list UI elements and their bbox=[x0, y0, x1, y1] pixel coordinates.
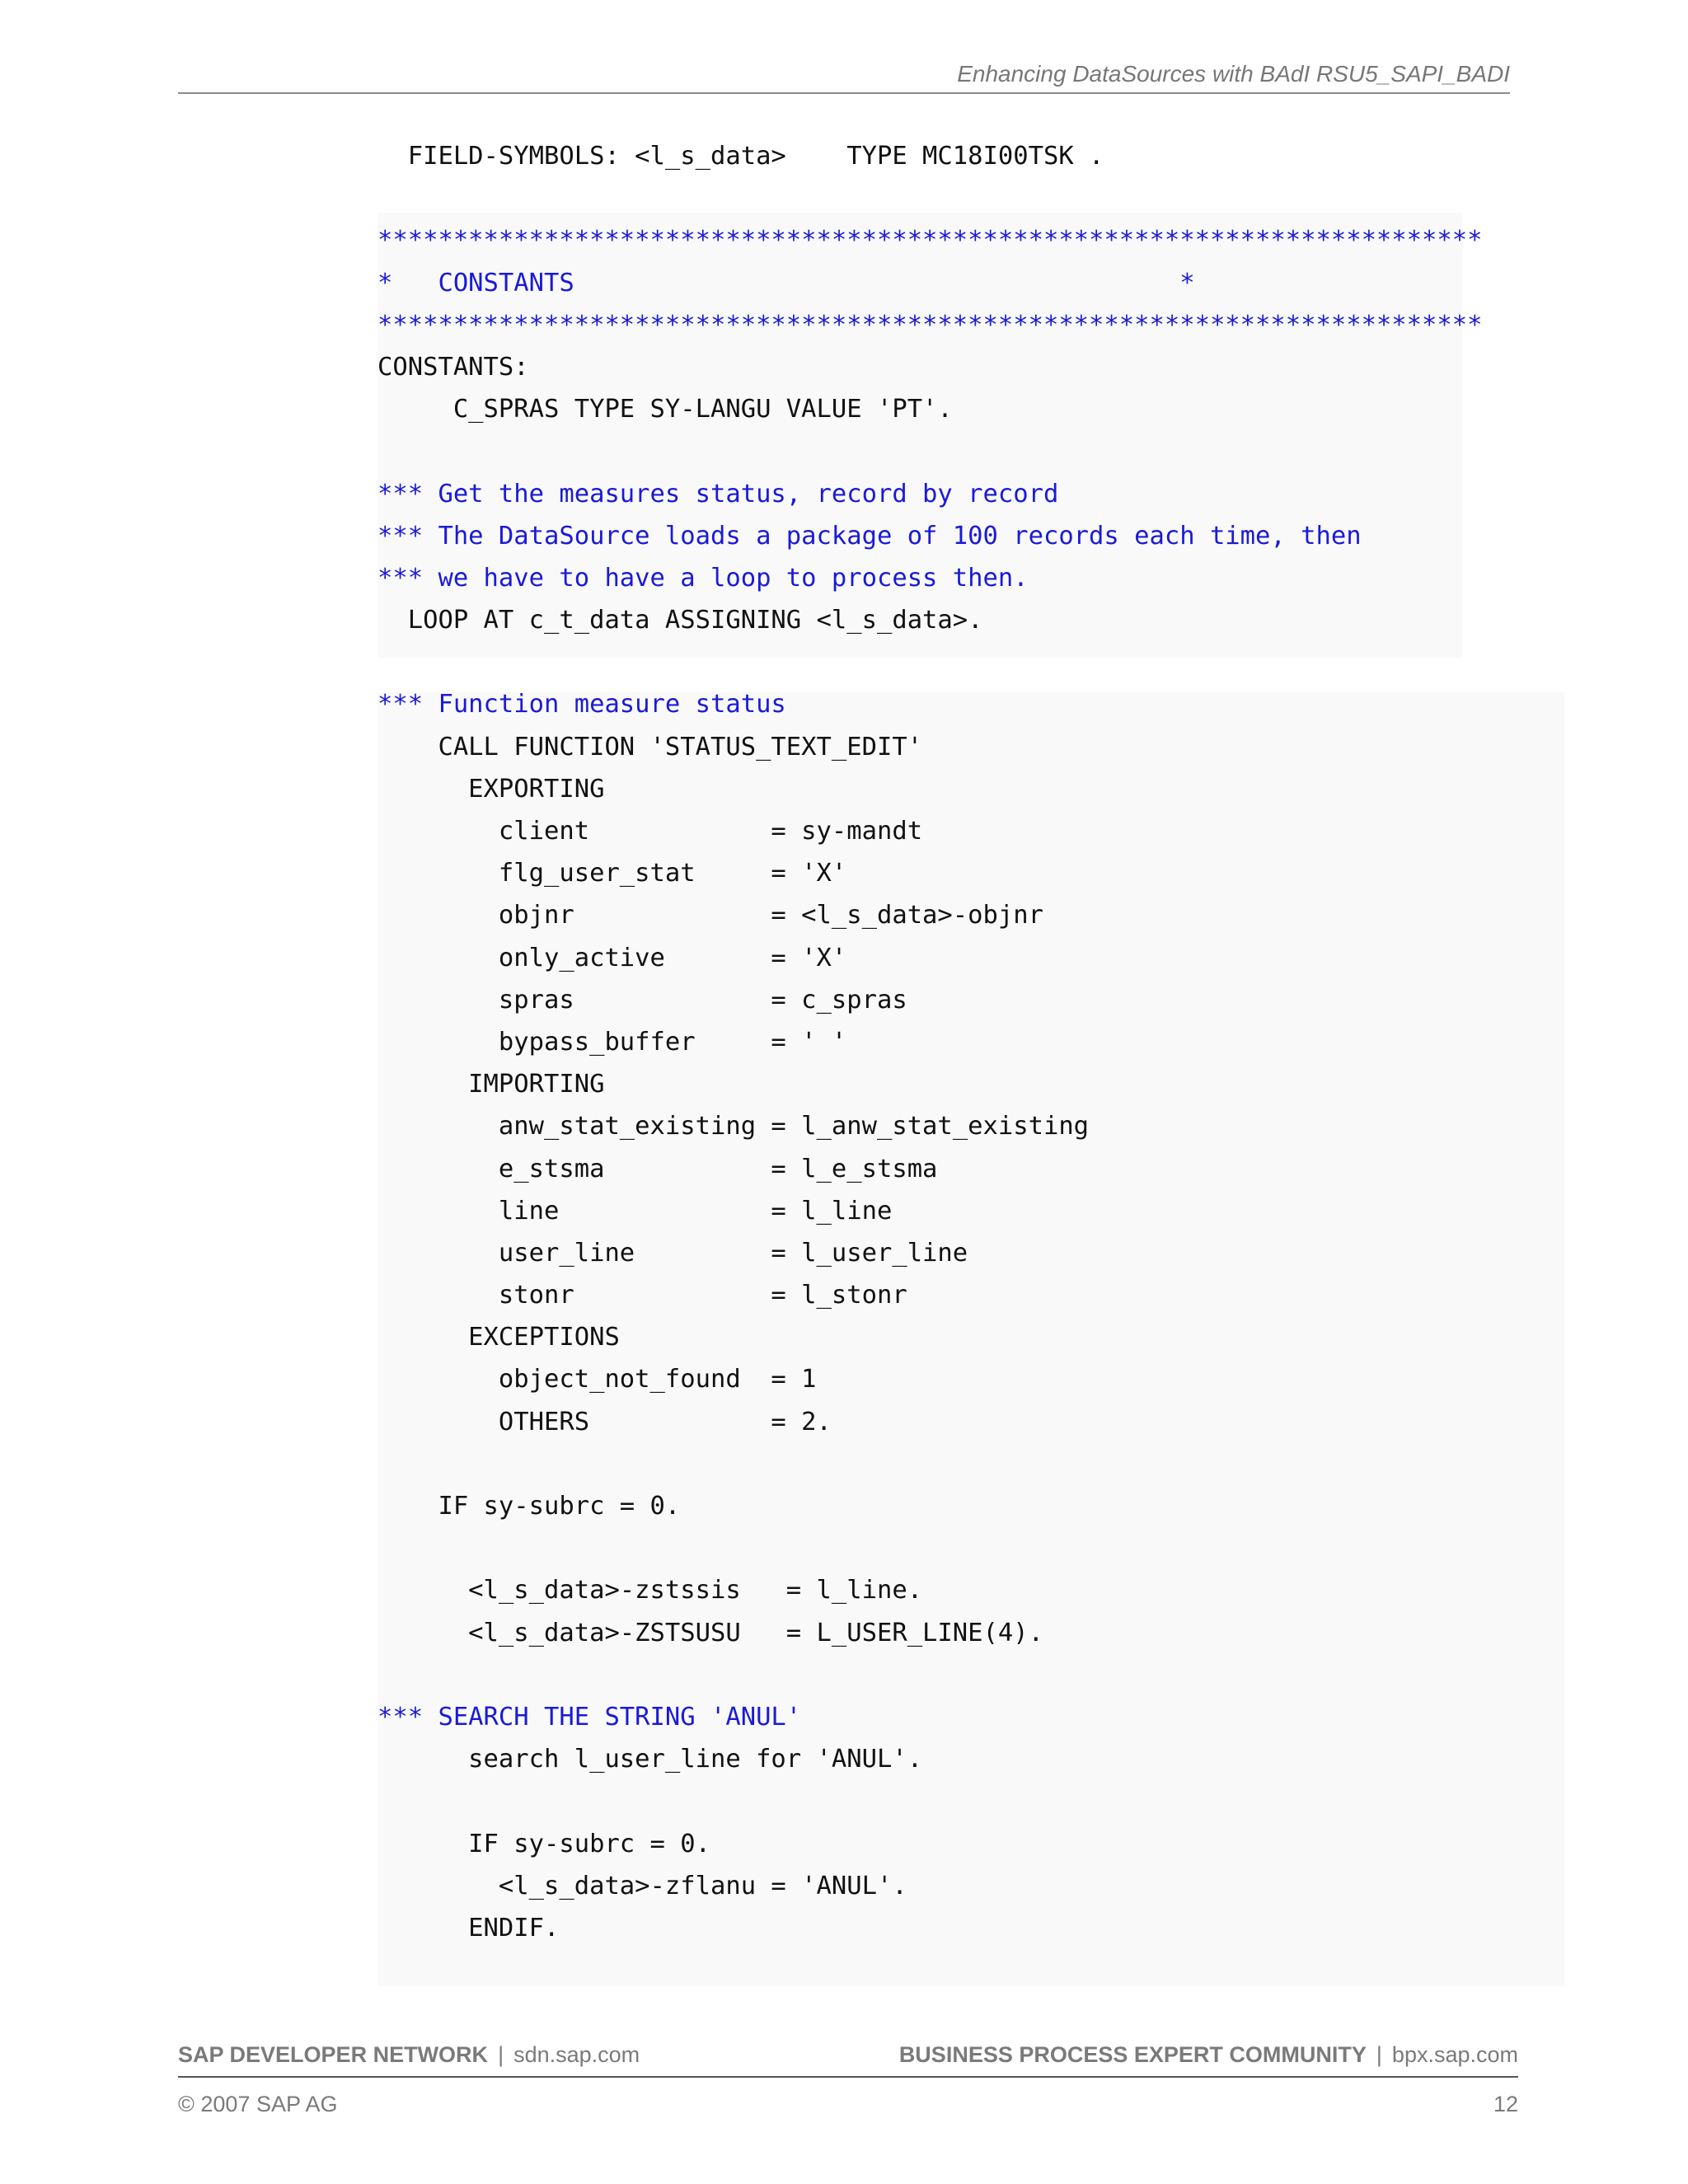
code-line bbox=[377, 1654, 1482, 1696]
code-line: IF sy-subrc = 0. bbox=[377, 1829, 710, 1858]
code-comment-line: *** we have to have a loop to process then. bbox=[377, 563, 1029, 593]
page-number: 12 bbox=[1493, 2092, 1518, 2116]
code-line: search l_user_line for 'ANUL'. bbox=[377, 1745, 923, 1774]
footer-network-name: SAP DEVELOPER NETWORK bbox=[178, 2042, 489, 2067]
code-line bbox=[377, 1527, 1482, 1569]
code-comment-line: ************************************************************************* bbox=[377, 226, 1483, 255]
code-line: anw_stat_existing = l_anw_stat_existing bbox=[377, 1112, 1090, 1141]
code-line: CALL FUNCTION 'STATUS_TEXT_EDIT' bbox=[377, 732, 923, 762]
footer-separator: | bbox=[1376, 2042, 1382, 2067]
code-line: bypass_buffer = ' ' bbox=[377, 1027, 847, 1057]
code-line: EXPORTING bbox=[377, 774, 605, 804]
code-line: object_not_found = 1 bbox=[377, 1365, 817, 1394]
code-line: <l_s_data>-zflanu = 'ANUL'. bbox=[377, 1871, 907, 1900]
code-comment-line: *** SEARCH THE STRING 'ANUL' bbox=[377, 1702, 802, 1732]
code-comment-line: *** Function measure status bbox=[377, 690, 786, 719]
code-line: <l_s_data>-ZSTSUSU = L_USER_LINE(4). bbox=[377, 1618, 1043, 1647]
code-block bbox=[377, 135, 1482, 1949]
footer-community-name: BUSINESS PROCESS EXPERT COMMUNITY bbox=[898, 2042, 1367, 2067]
code-line bbox=[377, 430, 1482, 472]
code-comment-line: * CONSTANTS * bbox=[377, 268, 1195, 298]
copyright: © 2007 SAP AG bbox=[178, 2092, 338, 2116]
footer-right bbox=[899, 2042, 1518, 2068]
code-line: line = l_line bbox=[377, 1196, 893, 1226]
code-line: spras = c_spras bbox=[377, 985, 907, 1015]
code-line: C_SPRAS TYPE SY-LANGU VALUE 'PT'. bbox=[377, 395, 953, 424]
code-line: <l_s_data>-zstssis = l_line. bbox=[377, 1576, 923, 1605]
page-header-title: Enhancing DataSources with BAdI RSU5_SAPI_BADI bbox=[957, 61, 1510, 87]
footer-bpx-link[interactable]: bpx.sap.com bbox=[1391, 2042, 1518, 2067]
code-line: user_line = l_user_line bbox=[377, 1238, 968, 1268]
footer-rule bbox=[178, 2076, 1518, 2078]
code-line bbox=[377, 1443, 1482, 1485]
code-comment-line: *** Get the measures status, record by record bbox=[377, 479, 1059, 509]
code-line: ENDIF. bbox=[377, 1913, 560, 1943]
code-line: only_active = 'X' bbox=[377, 943, 847, 972]
code-line: client = sy-mandt bbox=[377, 817, 923, 846]
footer-left bbox=[178, 2042, 640, 2068]
code-line: FIELD-SYMBOLS: <l_s_data> TYPE MC18I00TSK . bbox=[377, 142, 1104, 171]
code-line: IF sy-subrc = 0. bbox=[377, 1492, 681, 1521]
code-line: e_stsma = l_e_stsma bbox=[377, 1154, 938, 1183]
code-line: IMPORTING bbox=[377, 1070, 605, 1099]
code-line bbox=[377, 1780, 1482, 1822]
code-line: EXCEPTIONS bbox=[377, 1323, 620, 1352]
code-comment-line: *** The DataSource loads a package of 100 records each time, then bbox=[377, 521, 1362, 551]
code-line: OTHERS = 2. bbox=[377, 1407, 832, 1436]
code-line: stonr = l_stonr bbox=[377, 1281, 907, 1310]
code-line: flg_user_stat = 'X' bbox=[377, 859, 847, 888]
footer-sdn-link[interactable]: sdn.sap.com bbox=[513, 2042, 640, 2067]
code-line bbox=[377, 641, 1482, 683]
code-line: LOOP AT c_t_data ASSIGNING <l_s_data>. bbox=[377, 606, 983, 635]
footer-separator: | bbox=[498, 2042, 504, 2067]
code-line: objnr = <l_s_data>-objnr bbox=[377, 901, 1043, 930]
code-line bbox=[377, 177, 1482, 219]
code-line: CONSTANTS: bbox=[377, 352, 529, 382]
code-comment-line: ************************************************************************* bbox=[377, 310, 1483, 340]
header-rule bbox=[178, 92, 1510, 94]
